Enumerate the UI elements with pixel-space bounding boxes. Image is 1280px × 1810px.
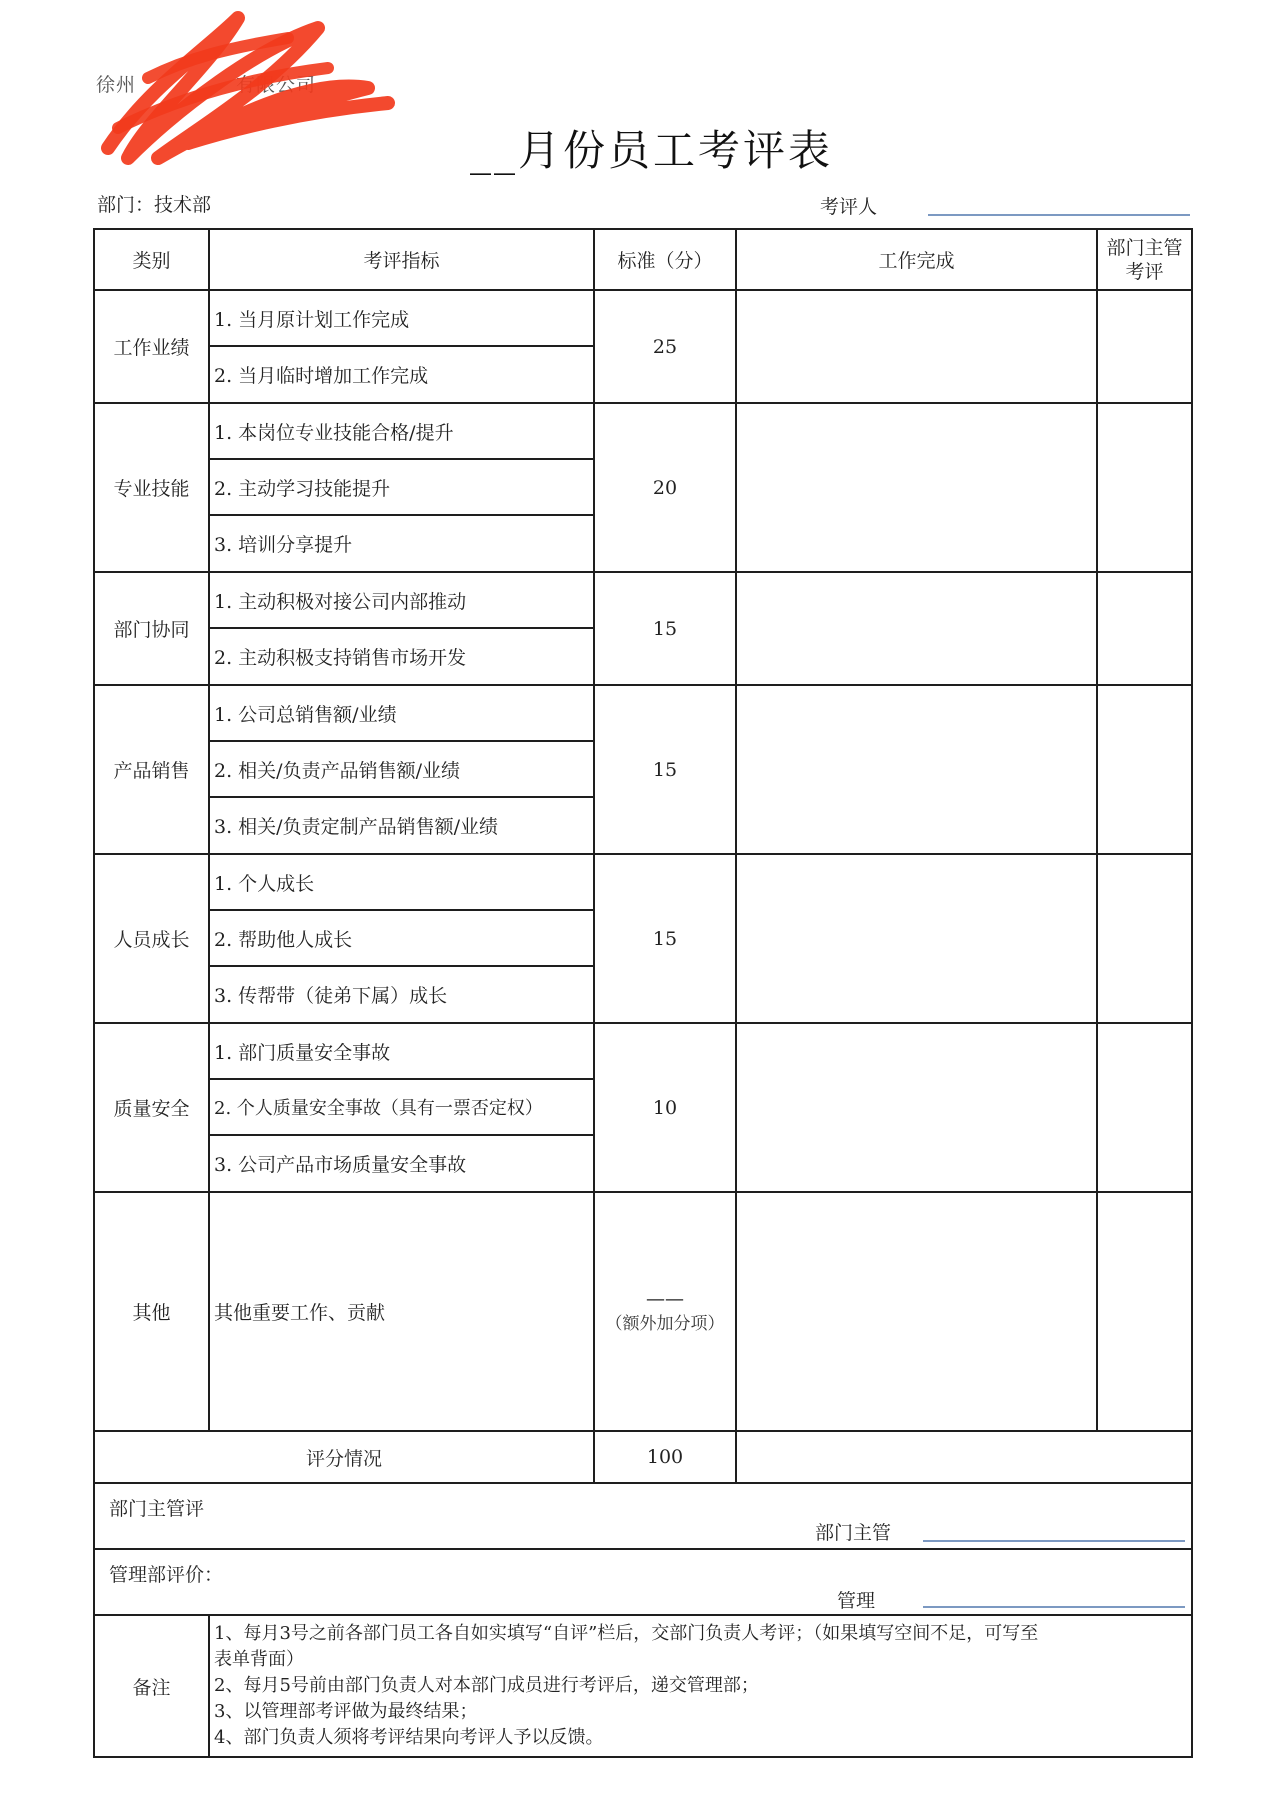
manager-review-input[interactable]: [1097, 854, 1192, 1023]
table-row-total: [94, 1431, 1192, 1483]
table-row: [94, 685, 1192, 741]
evaluation-table: [93, 228, 1193, 1758]
indicator-cell: 2. 主动学习技能提升: [209, 459, 594, 515]
indicator-cell: 1. 主动积极对接公司内部推动: [209, 572, 594, 628]
management-review-label: 管理部评价：: [109, 1564, 224, 1586]
score-cell: 10: [594, 1023, 736, 1192]
score-cell: 15: [594, 685, 736, 854]
manager-review-input[interactable]: [1097, 1192, 1192, 1431]
completion-input[interactable]: [736, 290, 1097, 403]
form-title: __月份员工考评表: [470, 126, 834, 175]
indicator-cell: 3. 公司产品市场质量安全事故: [209, 1135, 594, 1192]
category-cell: 其他: [94, 1192, 209, 1431]
dept-head-sign-label: 部门主管: [815, 1522, 892, 1544]
dept-head-signature-line[interactable]: [923, 1540, 1185, 1542]
indicator-cell: 2. 主动积极支持销售市场开发: [209, 628, 594, 685]
indicator-cell: 1. 个人成长: [209, 854, 594, 910]
department-label: 部门：技术部: [97, 194, 212, 216]
note-line: 3、以管理部考评做为最终结果；: [214, 1701, 478, 1722]
indicator-cell: 2. 相关/负责产品销售额/业绩: [209, 741, 594, 797]
indicator-cell: 2. 帮助他人成长: [209, 910, 594, 966]
col-header-manager-review: 部门主管考评: [1097, 229, 1192, 290]
dept-head-review-row: [94, 1483, 1192, 1549]
indicator-cell: 1. 当月原计划工作完成: [209, 290, 594, 346]
manager-review-input[interactable]: [1097, 290, 1192, 403]
table-row: [94, 854, 1192, 910]
category-cell: 产品销售: [94, 685, 209, 854]
indicator-cell: 其他重要工作、贡献: [209, 1192, 594, 1431]
manager-review-input[interactable]: [1097, 403, 1192, 572]
col-header-indicator: 考评指标: [209, 229, 594, 290]
table-header-row: [94, 229, 1192, 290]
score-cell-extra: [594, 1192, 736, 1431]
dept-head-review-label: 部门主管评: [109, 1498, 205, 1520]
indicator-cell: 1. 公司总销售额/业绩: [209, 685, 594, 741]
notes-text: [209, 1615, 1192, 1757]
indicator-cell: 2. 个人质量安全事故（具有一票否定权）: [209, 1079, 594, 1135]
total-label: 评分情况: [94, 1431, 594, 1483]
category-cell: 专业技能: [94, 403, 209, 572]
management-review-cell[interactable]: [94, 1549, 1192, 1615]
note-line: 4、部门负责人须将考评结果向考评人予以反馈。: [214, 1727, 604, 1748]
score-cell: 15: [594, 854, 736, 1023]
notes-label: 备注: [94, 1615, 209, 1757]
indicator-cell: 3. 相关/负责定制产品销售额/业绩: [209, 797, 594, 854]
total-score: 100: [594, 1431, 736, 1483]
table-row: [94, 403, 1192, 459]
total-input[interactable]: [736, 1431, 1192, 1483]
table-row: [94, 1023, 1192, 1079]
score-cell: 20: [594, 403, 736, 572]
indicator-cell: 3. 培训分享提升: [209, 515, 594, 572]
completion-input[interactable]: [736, 403, 1097, 572]
redaction-scribble: [88, 8, 398, 168]
notes-row: [94, 1615, 1192, 1757]
indicator-cell: 1. 部门质量安全事故: [209, 1023, 594, 1079]
manager-review-input[interactable]: [1097, 685, 1192, 854]
manager-review-input[interactable]: [1097, 1023, 1192, 1192]
manager-review-input[interactable]: [1097, 572, 1192, 685]
management-review-row: [94, 1549, 1192, 1615]
note-line: 2、每月5号前由部门负责人对本部门成员进行考评后，递交管理部；: [214, 1675, 759, 1696]
indicator-cell: 1. 本岗位专业技能合格/提升: [209, 403, 594, 459]
note-line: 表单背面）: [214, 1649, 304, 1670]
col-header-completion: 工作完成: [736, 229, 1097, 290]
completion-input[interactable]: [736, 1192, 1097, 1431]
table-row: [94, 290, 1192, 346]
score-cell: 15: [594, 572, 736, 685]
indicator-cell: 2. 当月临时增加工作完成: [209, 346, 594, 403]
extra-points-note: （额外加分项）: [605, 1314, 725, 1334]
management-sign-label: 管理: [837, 1590, 876, 1612]
company-name: 徐州 有限公司: [96, 74, 317, 96]
col-header-category: 类别: [94, 229, 209, 290]
note-line: 1、每月3号之前各部门员工各自如实填写“自评”栏后，交部门负责人考评；（如果填写空间不足，可写至: [214, 1623, 1039, 1644]
col-header-standard: 标准（分）: [594, 229, 736, 290]
table-row: [94, 572, 1192, 628]
category-cell: 部门协同: [94, 572, 209, 685]
indicator-cell: 3. 传帮带（徒弟下属）成长: [209, 966, 594, 1023]
table-row-other: [94, 1192, 1192, 1431]
reviewer-label: 考评人: [820, 196, 878, 218]
completion-input[interactable]: [736, 1023, 1097, 1192]
category-cell: 人员成长: [94, 854, 209, 1023]
score-cell: 25: [594, 290, 736, 403]
completion-input[interactable]: [736, 854, 1097, 1023]
reviewer-signature-line[interactable]: [928, 214, 1190, 216]
dept-head-review-cell[interactable]: [94, 1483, 1192, 1549]
completion-input[interactable]: [736, 685, 1097, 854]
category-cell: 工作业绩: [94, 290, 209, 403]
management-signature-line[interactable]: [923, 1606, 1185, 1608]
completion-input[interactable]: [736, 572, 1097, 685]
score-dash: ——: [646, 1288, 684, 1310]
category-cell: 质量安全: [94, 1023, 209, 1192]
